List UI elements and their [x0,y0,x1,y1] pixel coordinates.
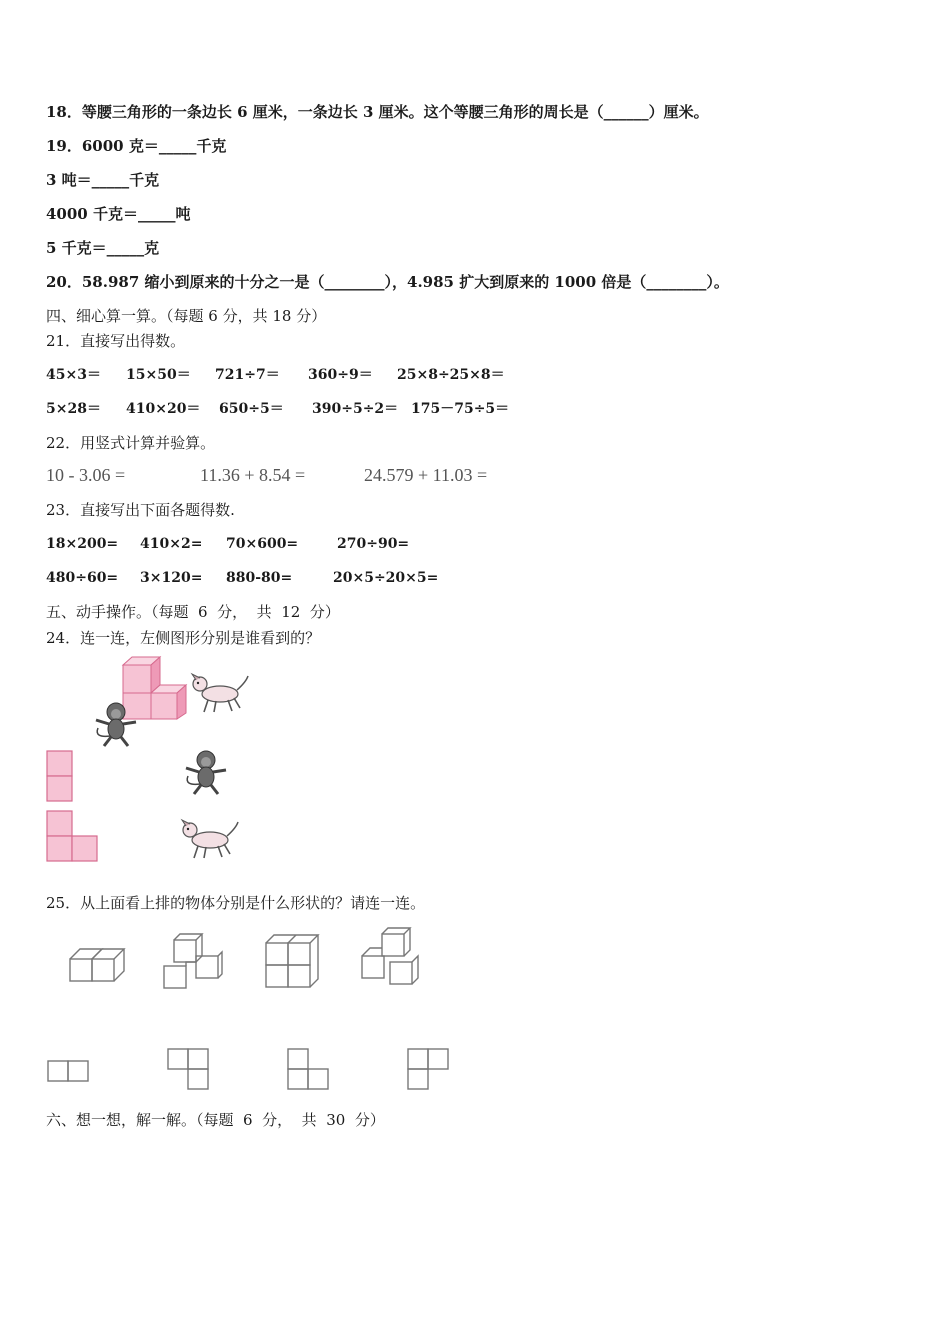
q25-view-3 [286,1047,332,1093]
q25-view-1 [46,1059,92,1085]
q25-object-4 [360,926,422,988]
q23-r1-c3: 70×600= [226,536,299,552]
monkey-icon [90,700,140,748]
q21-r1-c3: 721÷7＝ [215,367,280,383]
q24-title: 24．连一连，左侧图形分别是谁看到的？ [46,629,321,647]
section-5-title: 五、动手操作。（每题 6 分， 共 12 分） [46,603,340,621]
q21-r1-c2: 15×50＝ [126,367,191,383]
q21-r1-c4: 360÷9＝ [308,367,373,383]
q23-r1-c2: 410×2= [140,536,203,552]
dog-icon [190,672,250,717]
q23-r2-c4: 20×5÷20×5= [333,570,439,586]
q23-title: 23．直接写出下面各题得数. [46,501,235,519]
q25-title: 25．从上面看上排的物体分别是什么形状的？请连一连。 [46,894,426,912]
q22-expr-1: 10 - 3.06 = [46,465,126,485]
q23-r1-c1: 18×200= [46,536,119,552]
q21-r2-c5: 175－75÷5＝ [411,401,510,417]
q25-object-1 [68,943,124,989]
q23-r1-c4: 270÷90= [337,536,410,552]
q18-text: 18．等腰三角形的一条边长 6 厘米，一条边长 3 厘米。这个等腰三角形的周长是（______）厘米。 [46,103,709,121]
q22-expr-2: 11.36 + 8.54 = [200,465,306,485]
q21-r1-c5: 25×8÷25×8＝ [397,367,505,383]
section-4-title: 四、细心算一算。（每题 6 分，共 18 分） [46,307,327,325]
section-6-title: 六、想一想，解一解。（每题 6 分， 共 30 分） [46,1111,385,1129]
q19-line-4: 5 千克＝_____克 [46,239,160,257]
q25-view-4 [406,1047,452,1093]
view-shape-b [46,810,100,864]
q21-r2-c1: 5×28＝ [46,401,101,417]
q22-title: 22．用竖式计算并验算。 [46,434,216,452]
q21-r1-c1: 45×3＝ [46,367,101,383]
monkey-icon [180,748,230,796]
dog-icon [180,818,240,863]
q23-r2-c1: 480÷60= [46,570,119,586]
q19-line-3: 4000 千克＝_____吨 [46,205,191,223]
q19-line-2: 3 吨＝_____千克 [46,171,160,189]
q21-r2-c3: 650÷5＝ [219,401,284,417]
q20-text: 20．58.987 缩小到原来的十分之一是（________），4.985 扩大到原来的 1000 倍是（________）。 [46,273,729,291]
q25-object-3 [264,933,320,989]
q23-r2-c3: 880-80= [226,570,293,586]
view-shape-a [46,750,74,804]
q21-r2-c2: 410×20＝ [126,401,201,417]
q23-r2-c2: 3×120= [140,570,203,586]
q19-line-1: 19．6000 克＝_____千克 [46,137,227,155]
q21-r2-c4: 390÷5÷2＝ [312,401,399,417]
q21-title: 21．直接写出得数。 [46,332,186,350]
q25-object-2 [162,932,222,990]
q22-expr-3: 24.579 + 11.03 = [364,465,488,485]
q25-view-2 [166,1047,212,1093]
